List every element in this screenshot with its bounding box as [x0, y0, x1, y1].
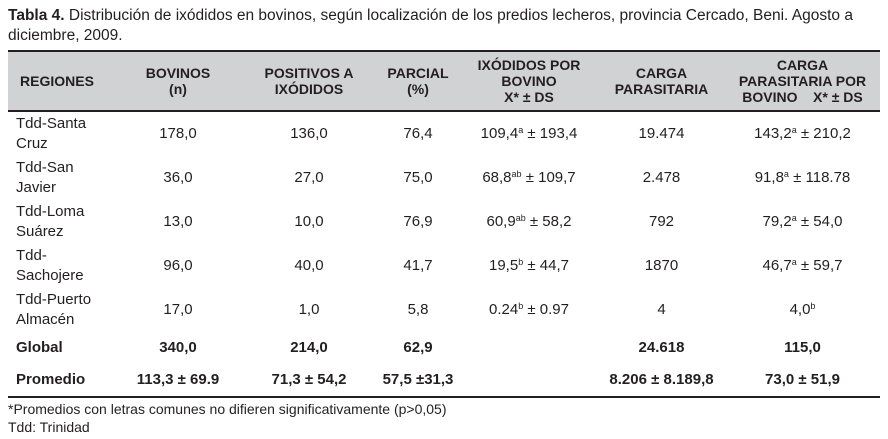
cell-carga: 792 — [648, 213, 675, 230]
cell-carga-por-bovino: 79,2$^a$ ± 54,0 — [762, 213, 843, 230]
cell-cpb: 73,0 ± 51,9 — [725, 364, 880, 397]
cell-ixodidos-por-bovino: 19,5$^b$ ± 44,7 — [489, 257, 569, 274]
cell-carga-por-bovino: 91,8$^a$ ± 118.78 — [754, 169, 851, 186]
cell-cpb: 115,0 — [784, 339, 821, 356]
cell-bovinos: 36,0 — [163, 169, 193, 186]
cell-positivos: 27,0 — [294, 169, 324, 186]
header-parcial: PARCIAL (%) — [376, 51, 460, 111]
table-row — [8, 244, 880, 288]
header-bovinos: BOVINOS (n) — [114, 51, 242, 111]
cell-carga: 1870 — [644, 257, 679, 274]
cell-ixo — [460, 332, 598, 364]
cell-ixodidos-por-bovino: 60,9$^{ab}$ ± 58,2 — [486, 213, 572, 230]
cell-parcial: 57,5 ±31,3 — [376, 364, 460, 397]
header-ixodidos-por-bovino: IXÓDIDOS POR BOVINO X* ± DS — [460, 51, 598, 111]
cell-carga-por-bovino: 143,2$^a$ ± 210,2 — [754, 125, 851, 142]
header-positivos: POSITIVOS A IXÓDIDOS — [242, 51, 376, 111]
header-row — [8, 51, 880, 111]
cell-positivos: 136,0 — [290, 125, 328, 142]
cell-bovinos: 17,0 — [163, 301, 193, 318]
cell-carga: 4 — [657, 301, 666, 318]
cell-ixo — [460, 364, 598, 397]
cell-label: Promedio — [8, 364, 114, 397]
cell-carga: 2.478 — [642, 169, 681, 186]
cell-bovinos: 13,0 — [163, 213, 193, 230]
table-caption — [8, 6, 880, 46]
table-row — [8, 156, 880, 200]
caption-text: Distribución de ixódidos en bovinos, según localización de los predios lecheros, provincia Cercado, Beni. Agosto a diciembre, 2009. — [8, 7, 853, 44]
cell-positivos: 1,0 — [298, 301, 320, 318]
cell-carga-por-bovino: 4,0$^b$ — [789, 301, 816, 318]
cell-positivos: 71,3 ± 54,2 — [242, 364, 376, 397]
table-row — [8, 111, 880, 156]
cell-region: Tdd- Sachojere — [16, 247, 84, 284]
cell-positivos: 214,0 — [290, 339, 328, 356]
cell-bovinos: 178,0 — [159, 125, 197, 142]
header-regiones: REGIONES — [8, 51, 114, 111]
global-row — [8, 332, 880, 364]
cell-carga: 8.206 ± 8.189,8 — [598, 364, 725, 397]
cell-parcial: 76,4 — [403, 125, 433, 142]
cell-region: Tdd-Santa Cruz — [16, 115, 87, 152]
footnote-tdd: Tdd: Trinidad — [8, 419, 90, 435]
header-carga-parasitaria: CARGA PARASITARIA — [598, 51, 725, 111]
cell-parcial: 76,9 — [403, 213, 433, 230]
cell-positivos: 10,0 — [294, 213, 324, 230]
cell-positivos: 40,0 — [294, 257, 324, 274]
cell-region: Tdd-San Javier — [16, 159, 74, 196]
cell-carga-por-bovino: 46,7$^a$ ± 59,7 — [762, 257, 843, 274]
footnote-significance: *Promedios con letras comunes no difieren significativamente (p>0,05) — [8, 401, 447, 417]
table-body — [8, 111, 880, 397]
cell-bovinos: 113,3 ± 69.9 — [114, 364, 242, 397]
cell-parcial: 62,9 — [403, 339, 433, 356]
cell-ixodidos-por-bovino: 68,8$^{ab}$ ± 109,7 — [482, 169, 576, 186]
cell-ixodidos-por-bovino: 109,4$^a$ ± 193,4 — [480, 125, 578, 142]
table-row — [8, 200, 880, 244]
cell-parcial: 5,8 — [407, 301, 429, 318]
data-table — [8, 50, 880, 398]
cell-bovinos: 96,0 — [163, 257, 193, 274]
cell-region: Tdd-Puerto Almacén — [16, 291, 92, 328]
cell-carga: 24.618 — [638, 339, 685, 356]
promedio-row — [8, 364, 880, 397]
cell-parcial: 75,0 — [403, 169, 433, 186]
cell-ixodidos-por-bovino: 0.24$^b$ ± 0.97 — [489, 301, 569, 318]
caption-label: Tabla 4. — [8, 7, 65, 24]
cell-bovinos: 340,0 — [159, 339, 197, 356]
header-carga-por-bovino: CARGA PARASITARIA POR BOVINO X* ± DS — [725, 51, 880, 111]
cell-region: Tdd-Loma Suárez — [16, 203, 85, 240]
cell-carga: 19.474 — [638, 125, 685, 142]
cell-label: Global — [16, 339, 63, 356]
cell-parcial: 41,7 — [403, 257, 433, 274]
table-row — [8, 288, 880, 332]
